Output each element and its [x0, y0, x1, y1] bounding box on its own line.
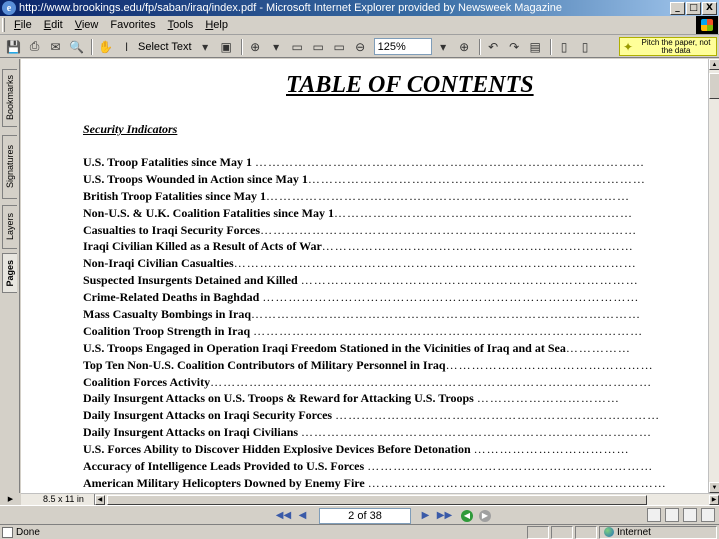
toc-entry: Suspected Insurgents Detained and Killed ……………………………………………………………………: [83, 273, 639, 288]
adobe-ad-banner[interactable]: [619, 37, 717, 56]
menu-grip: [2, 18, 5, 32]
toc-entry: Crime-Related Deaths in Baghdad ……………………………………………………………………………: [83, 290, 640, 305]
windows-logo-icon: [696, 16, 718, 34]
navigation-tabs-panel: [0, 59, 20, 493]
zoom-out-icon[interactable]: ⊖: [355, 39, 366, 54]
tab-pages[interactable]: Pages: [2, 253, 17, 293]
horizontal-scrollbar[interactable]: [95, 495, 719, 505]
horizontal-scroll-thumb[interactable]: [107, 495, 647, 505]
scroll-up-button[interactable]: ▲: [709, 59, 719, 70]
toc-entry: Non-Iraqi Civilian Casualties…………………………………………………………………………………: [83, 256, 637, 271]
window-title: http://www.brookings.edu/fp/saban/iraq/index.pdf - Microsoft Internet Explorer provided by Newsweek Magazine: [19, 2, 562, 14]
page-number-field[interactable]: 2 of 38: [319, 508, 411, 524]
toc-entry: British Troop Fatalities since May 1…………………………………………………………………………: [83, 188, 630, 203]
toc-entry: Mass Casualty Bombings in Iraq………………………………………………………………………………: [83, 307, 642, 322]
internet-globe-icon: [604, 527, 614, 537]
scroll-right-button[interactable]: ▶: [709, 495, 719, 505]
facing-layout-icon[interactable]: [683, 508, 697, 522]
next-page-icon[interactable]: ▶: [421, 510, 430, 521]
spread-icon[interactable]: ▤: [529, 39, 541, 54]
zoom-in-icon[interactable]: ⊕: [459, 39, 470, 54]
menu-file[interactable]: File: [14, 19, 32, 31]
toc-entry: Top Ten Non-U.S. Coalition Contributors of Military Personnel in Iraq…………………………………………: [83, 357, 654, 372]
zoom-in-tool-icon[interactable]: ⊕: [250, 39, 261, 54]
hand-tool-icon[interactable]: ✋: [98, 39, 113, 54]
pdf-toolbar: [0, 36, 719, 58]
window-title-bar: [0, 0, 719, 16]
page-navigation-bar: [0, 505, 719, 524]
toc-entry: American Military Helicopters Downed by Enemy Fire ……………………………………………………………: [83, 475, 667, 490]
fit-width-icon[interactable]: ▭: [333, 39, 345, 54]
go-forward-icon[interactable]: ▶: [479, 510, 491, 522]
menu-favorites[interactable]: Favorites: [110, 19, 156, 31]
help-icon[interactable]: ▯: [581, 39, 589, 54]
page-size-label: 8.5 x 11 in: [21, 494, 95, 505]
table-of-contents: [83, 154, 708, 492]
find-icon[interactable]: 🔍: [69, 39, 84, 54]
toc-entry: Non-U.S. & U.K. Coalition Fatalities since May 1……………………………………………………………: [83, 205, 633, 220]
single-page-layout-icon[interactable]: [647, 508, 661, 522]
tab-layers[interactable]: Layers: [2, 205, 17, 249]
rotate-left-icon[interactable]: ↶: [488, 39, 499, 54]
menu-help[interactable]: Help: [205, 19, 228, 31]
rotate-right-icon[interactable]: ↷: [509, 39, 520, 54]
toc-entry: Daily Insurgent Attacks on Iraqi Security Forces …………………………………………………………………: [83, 408, 661, 423]
toc-entry: U.S. Troop Fatalities since May 1 ………………………………………………………………………………: [83, 155, 645, 169]
go-back-icon[interactable]: ◀: [461, 510, 473, 522]
scroll-thumb[interactable]: [709, 73, 719, 99]
ad-logo-icon: ✦: [622, 39, 634, 54]
zoom-level-field[interactable]: 125%: [374, 38, 432, 55]
vertical-scrollbar[interactable]: [708, 59, 719, 493]
page-loaded-icon: [2, 527, 13, 538]
ad-text: Pitch the paper, not the data: [641, 37, 711, 55]
horizontal-scrollbar-area: [21, 493, 719, 505]
menu-bar: [0, 16, 719, 35]
toc-entry: Accuracy of Intelligence Leads Provided to U.S. Forces …………………………………………………………: [83, 459, 654, 474]
status-bar: [0, 524, 719, 539]
scroll-down-button[interactable]: ▼: [709, 482, 719, 493]
menu-edit[interactable]: Edit: [43, 19, 63, 31]
toc-entry: U.S. Troops Engaged in Operation Iraqi Freedom Stationed in the Vicinities of Iraq and at Sea……………: [83, 340, 631, 355]
toc-entry: U.S. Forces Ability to Discover Hidden Explosive Devices Before Detonation ………………………………: [83, 442, 630, 457]
print-icon[interactable]: ⎙: [29, 39, 40, 53]
menu-tools[interactable]: Tools: [167, 19, 194, 31]
status-text: Done: [16, 526, 40, 538]
zoom-tool-dropdown-icon[interactable]: ▾: [273, 39, 280, 54]
continuous-layout-icon[interactable]: [665, 508, 679, 522]
menu-view[interactable]: View: [74, 19, 99, 31]
toc-entry: Daily Insurgent Attacks on U.S. Troops & Reward for Attacking U.S. Troops ……………………………: [83, 391, 620, 406]
continuous-facing-layout-icon[interactable]: [701, 508, 715, 522]
security-zone: [599, 526, 717, 539]
internet-explorer-icon: e: [2, 1, 16, 15]
toc-entry: Coalition Forces Activity…………………………………………………………………………………………: [83, 374, 653, 389]
snapshot-icon[interactable]: ▣: [220, 39, 232, 54]
last-page-icon[interactable]: ▶▶: [436, 510, 453, 521]
minimize-button[interactable]: _: [670, 2, 685, 15]
zone-label: Internet: [617, 526, 651, 538]
previous-page-icon[interactable]: ◀: [298, 510, 307, 521]
actual-size-icon[interactable]: ▭: [291, 39, 303, 54]
zoom-dropdown-icon[interactable]: ▾: [440, 39, 447, 54]
first-page-icon[interactable]: ◀◀: [275, 510, 292, 521]
section-heading: Security Indicators: [83, 122, 178, 136]
tab-signatures[interactable]: Signatures: [2, 135, 17, 199]
fit-page-icon[interactable]: ▭: [312, 39, 324, 54]
toc-entry: U.S. Troops Wounded in Action since May 1……………………………………………………………………: [83, 171, 646, 186]
document-status-icon[interactable]: ▯: [560, 39, 568, 54]
scroll-left-button[interactable]: ◀: [95, 495, 105, 505]
email-icon[interactable]: ✉: [50, 39, 61, 54]
toc-entry: Daily Insurgent Attacks on Iraqi Civilians ………………………………………………………………………: [83, 425, 653, 440]
tab-bookmarks[interactable]: Bookmarks: [2, 69, 17, 127]
save-icon[interactable]: 💾: [6, 39, 21, 54]
close-button[interactable]: X: [702, 2, 717, 15]
page-title: TABLE OF CONTENTS: [286, 72, 534, 98]
select-text-icon[interactable]: I: [124, 39, 129, 54]
maximize-button[interactable]: □: [686, 2, 701, 15]
toc-entry: Iraqi Civilian Killed as a Result of Acts of War………………………………………………………………: [83, 239, 634, 254]
expand-panel-arrow-icon[interactable]: ▶: [0, 493, 21, 505]
toc-entry: Casualties to Iraqi Security Forces……………………………………………………………………………: [83, 222, 638, 237]
select-text-button[interactable]: Select Text: [138, 40, 192, 53]
dropdown-arrow-icon[interactable]: ▾: [202, 39, 209, 54]
pdf-document-page[interactable]: [21, 59, 708, 493]
toc-entry: Coalition Troop Strength in Iraq ………………………………………………………………………………: [83, 323, 644, 338]
